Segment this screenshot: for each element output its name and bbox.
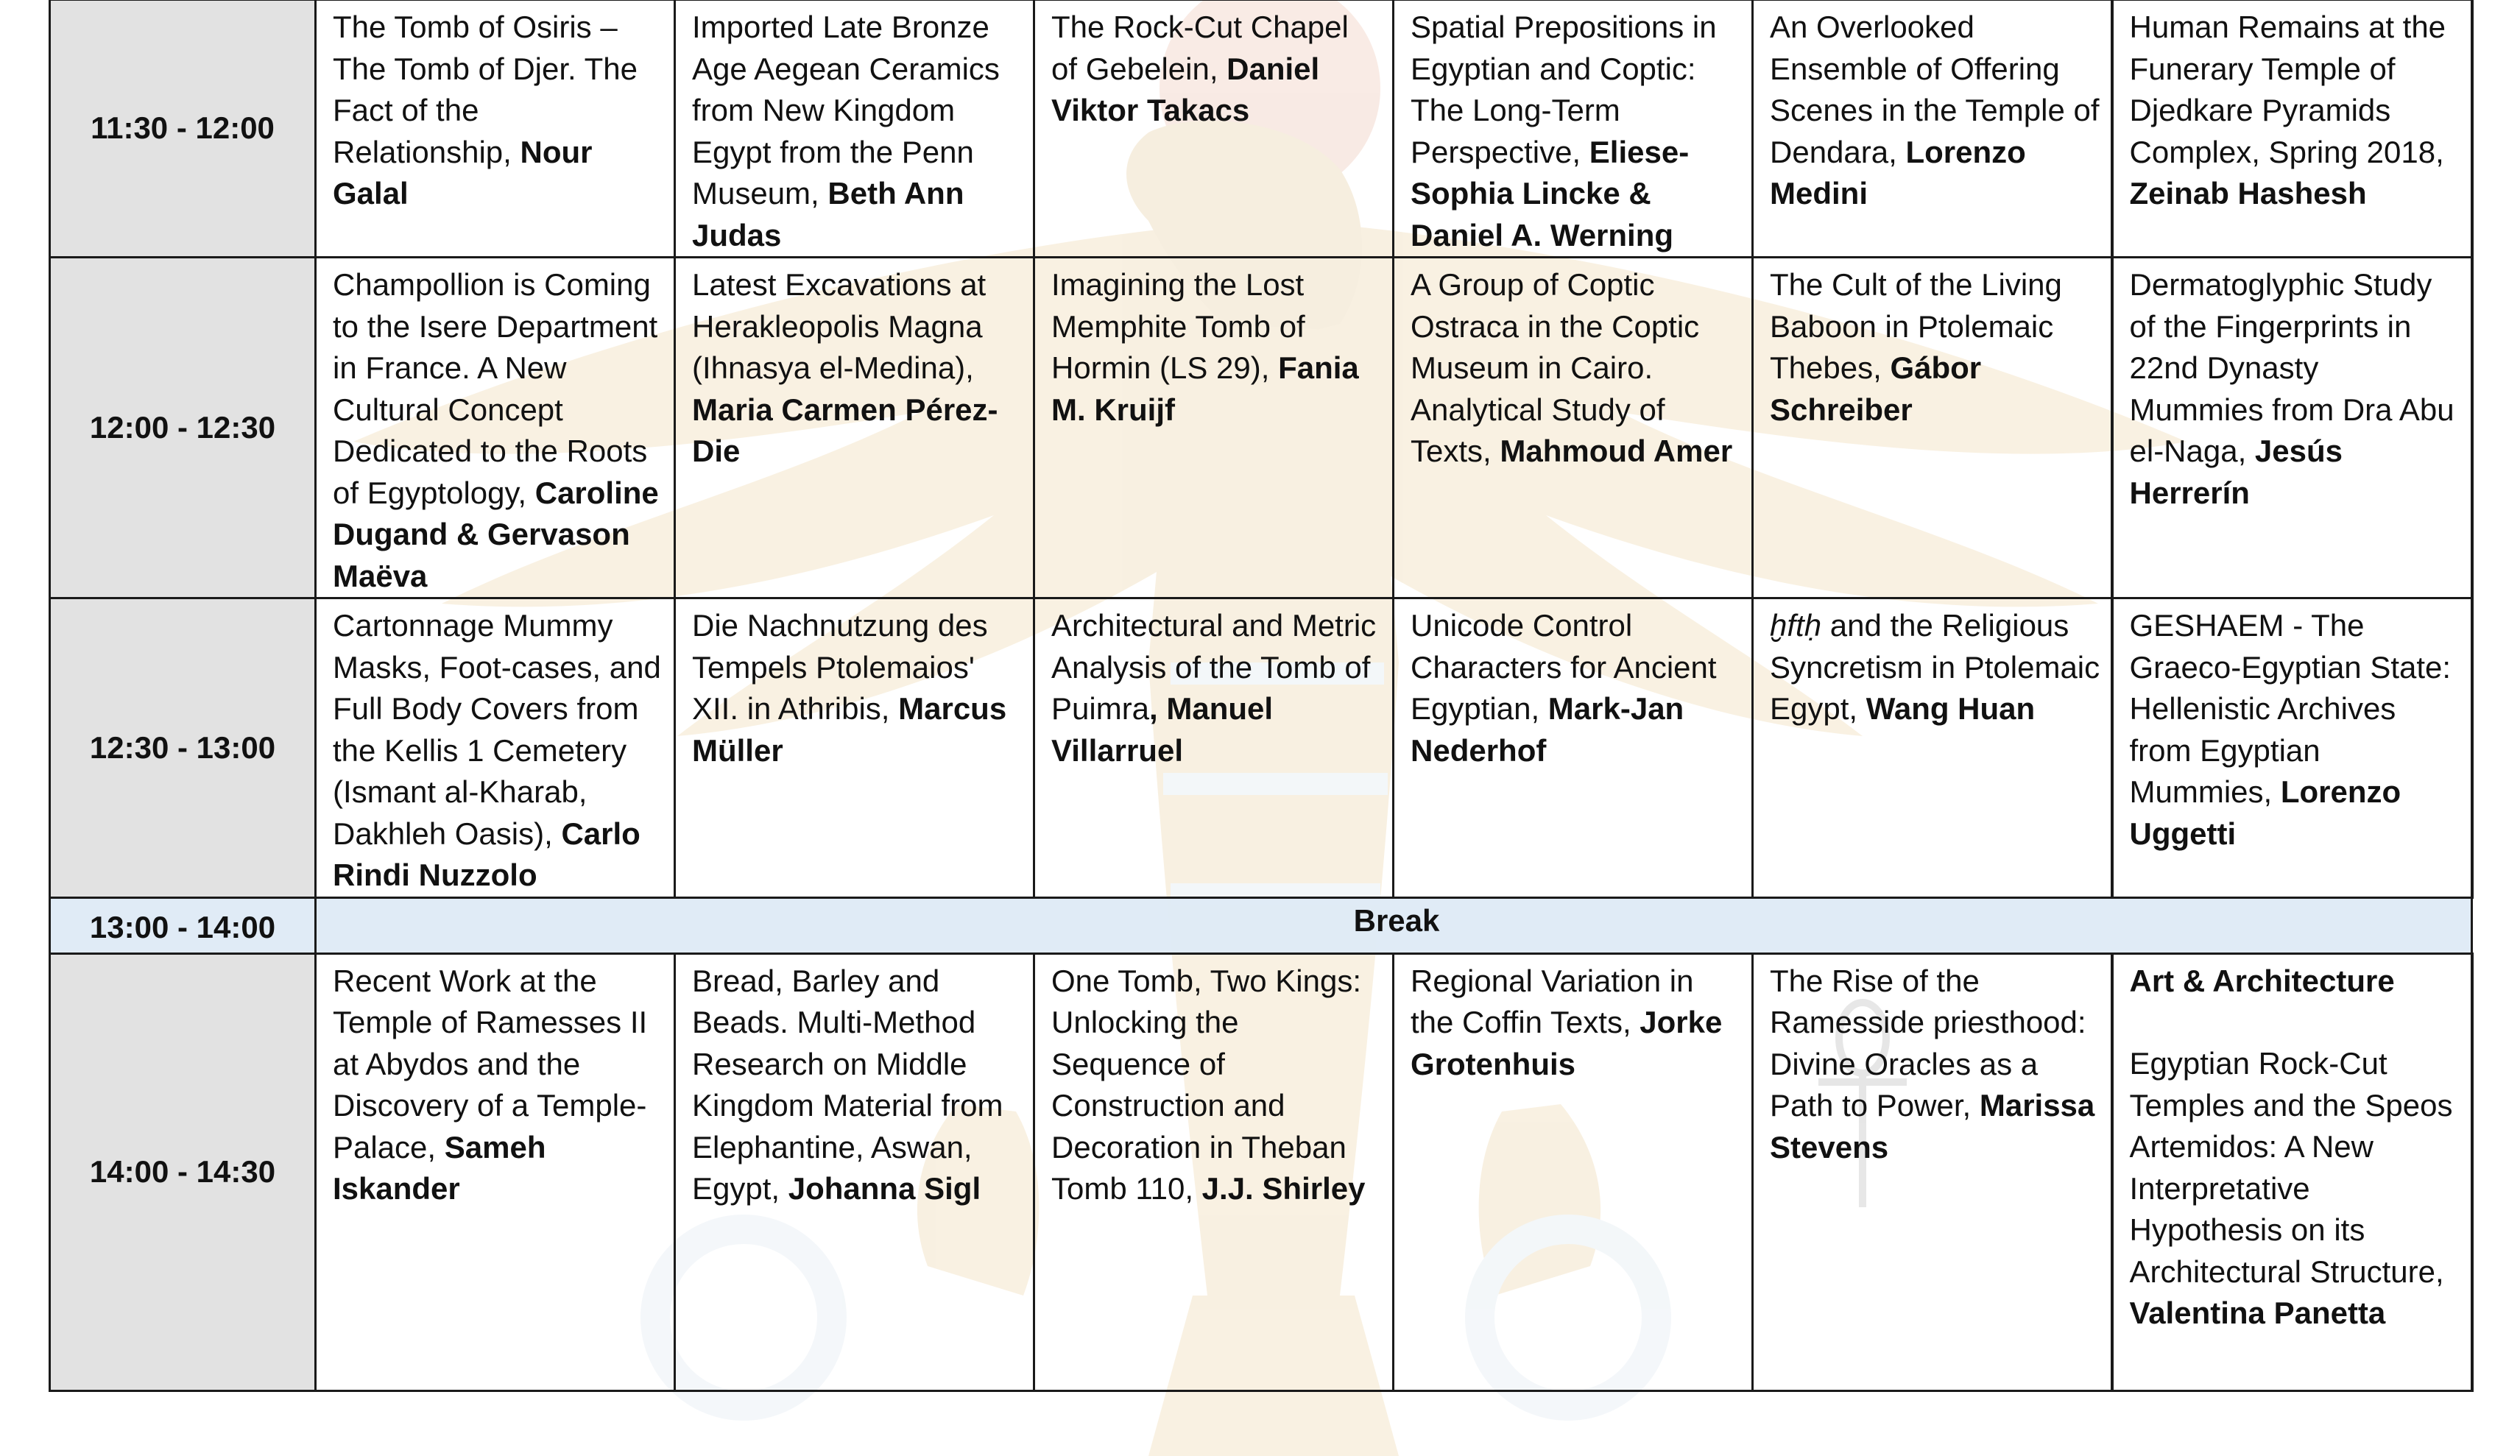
talk-author: Lorenzo Uggetti (2129, 774, 2401, 851)
talk-cell (2112, 0, 2472, 258)
schedule-row (50, 258, 2472, 598)
talk-title: Champollion is Coming to the Isere Department in France. A New Cultural Concept Dedicated to the Roots of Egyptology, (333, 267, 658, 510)
talk-author: Jorke Grotenhuis (1411, 1005, 1723, 1081)
talk-cell (1753, 258, 2112, 598)
talk-cell (1034, 0, 1394, 258)
session-spacer (2130, 1002, 2460, 1043)
talk-title: Recent Work at the Temple of Ramesses II at Abydos and the Discovery of a Temple-Palace, (333, 963, 648, 1165)
talk-author: Zeinab Hashesh (2129, 176, 2367, 211)
break-row (50, 897, 2472, 953)
session-title: Art & Architecture (2129, 963, 2395, 998)
talk-author: J.J. Shirley (1201, 1171, 1366, 1206)
talk-title: The Rock-Cut Chapel of Gebelein, (1051, 10, 1349, 86)
talk-title: The Cult of the Living Baboon in Ptolemaic Thebes, (1770, 267, 2062, 385)
time-slot-cell: 12:30 - 13:00 (50, 598, 316, 898)
talk-author: Caroline Dugand & Gervason Maëva (333, 475, 659, 593)
talk-title: A Group of Coptic Ostraca in the Coptic Museum in Cairo. Analytical Study of Texts, (1411, 267, 1700, 468)
talk-title: Imagining the Lost Memphite Tomb of Hormin (LS 29), (1051, 267, 1305, 385)
time-slot-cell: 12:00 - 12:30 (50, 258, 316, 598)
talk-cell (1034, 953, 1394, 1390)
talk-cell (1034, 598, 1394, 898)
talk-title-italic-term: ḫftḥ (1770, 608, 1822, 643)
talk-cell (1753, 0, 2112, 258)
talk-title: One Tomb, Two Kings: Unlocking the Sequence of Construction and Decoration in Theban Tomb 110, (1051, 963, 1362, 1206)
talk-cell (1394, 0, 1753, 258)
talk-author: Marcus Müller (692, 691, 1007, 768)
talk-cell (675, 0, 1034, 258)
talk-cell (316, 258, 675, 598)
talk-cell (1753, 953, 2112, 1390)
talk-cell (1034, 258, 1394, 598)
time-slot-cell: 14:00 - 14:30 (50, 953, 316, 1390)
talk-title: Spatial Prepositions in Egyptian and Coptic: The Long-Term Perspective, (1411, 10, 1717, 169)
talk-author: Jesús Herrerín (2129, 434, 2343, 510)
talk-title: Architectural and Metric Analysis of the Tomb of Puimra (1051, 608, 1377, 726)
schedule-row (50, 0, 2472, 258)
break-label: Break (316, 897, 2472, 953)
conference-schedule-table (49, 0, 2474, 1392)
talk-cell (316, 598, 675, 898)
talk-author: Maria Carmen Pérez-Die (692, 392, 998, 468)
talk-author: Wang Huan (1866, 691, 2036, 726)
talk-cell (675, 258, 1034, 598)
talk-author: Lorenzo Medini (1770, 134, 2026, 211)
talk-author: Gábor Schreiber (1770, 350, 1982, 427)
talk-cell (675, 953, 1034, 1390)
talk-cell (1753, 598, 2112, 898)
talk-title: The Rise of the Ramesside priesthood: Divine Oracles as a Path to Power, (1770, 963, 2086, 1123)
talk-author: Daniel Viktor Takacs (1051, 51, 1320, 127)
talk-cell (2112, 953, 2472, 1390)
talk-title: The Tomb of Osiris – The Tomb of Djer. The Fact of the Relationship, (333, 10, 638, 169)
talk-title: An Overlooked Ensemble of Offering Scenes in the Temple of Dendara, (1770, 10, 2100, 169)
talk-title: and the Religious Syncretism in Ptolemaic Egypt, (1770, 608, 2100, 726)
talk-author: Valentina Panetta (2129, 1296, 2386, 1330)
talk-author: Mahmoud Amer (1500, 434, 1733, 468)
talk-author: Carlo Rindi Nuzzolo (333, 816, 640, 892)
talk-author: Fania M. Kruijf (1051, 350, 1359, 427)
schedule-row (50, 598, 2472, 898)
talk-author: Mark-Jan Nederhof (1411, 691, 1684, 768)
talk-title: Unicode Control Characters for Ancient Egyptian, (1411, 608, 1717, 726)
talk-author: Nour Galal (333, 134, 593, 211)
schedule-row (50, 953, 2472, 1390)
talk-title: GESHAEM - The Graeco-Egyptian State: Hellenistic Archives from Egyptian Mummies, (2129, 608, 2452, 809)
time-slot-cell: 11:30 - 12:00 (50, 0, 316, 258)
talk-cell (316, 0, 675, 258)
talk-title: Bread, Barley and Beads. Multi-Method Research on Middle Kingdom Material from Elephantine, Aswan, Egypt, (692, 963, 1003, 1206)
time-slot-cell: 13:00 - 14:00 (50, 897, 316, 953)
talk-cell (2112, 258, 2472, 598)
talk-author: Johanna Sigl (788, 1171, 981, 1206)
talk-cell (1394, 258, 1753, 598)
talk-title: Egyptian Rock-Cut Temples and the Speos Artemidos: A New Interpretative Hypothesis on its Architectural Structure, (2129, 1046, 2453, 1289)
talk-author: Eliese-Sophia Lincke & Daniel A. Werning (1411, 134, 1690, 252)
talk-cell (1394, 598, 1753, 898)
talk-author: Sameh Iskander (333, 1129, 546, 1206)
talk-title: Imported Late Bronze Age Aegean Ceramics from New Kingdom Egypt from the Penn Museum, (692, 10, 1000, 211)
talk-title: Regional Variation in the Coffin Texts, (1411, 963, 1694, 1039)
talk-author: , Manuel Villarruel (1051, 691, 1274, 768)
talk-cell (675, 598, 1034, 898)
talk-cell (2112, 598, 2472, 898)
talk-title: Dermatoglyphic Study of the Fingerprints in 22nd Dynasty Mummies from Dra Abu el-Naga, (2129, 267, 2454, 468)
talk-author: Beth Ann Judas (692, 176, 964, 252)
talk-title: Human Remains at the Funerary Temple of Djedkare Pyramids Complex, Spring 2018, (2129, 10, 2446, 169)
talk-cell (316, 953, 675, 1390)
talk-title: Die Nachnutzung des Tempels Ptolemaios' XII. in Athribis, (692, 608, 988, 726)
talk-author: Marissa Stevens (1770, 1088, 2095, 1165)
talk-title: Cartonnage Mummy Masks, Foot-cases, and Full Body Covers from the Kellis 1 Cemetery (Ismant al-Kharab, Dakhleh Oasis), (333, 608, 661, 851)
talk-cell (1394, 953, 1753, 1390)
talk-title: Latest Excavations at Herakleopolis Magna (Ihnasya el-Medina), (692, 267, 987, 385)
